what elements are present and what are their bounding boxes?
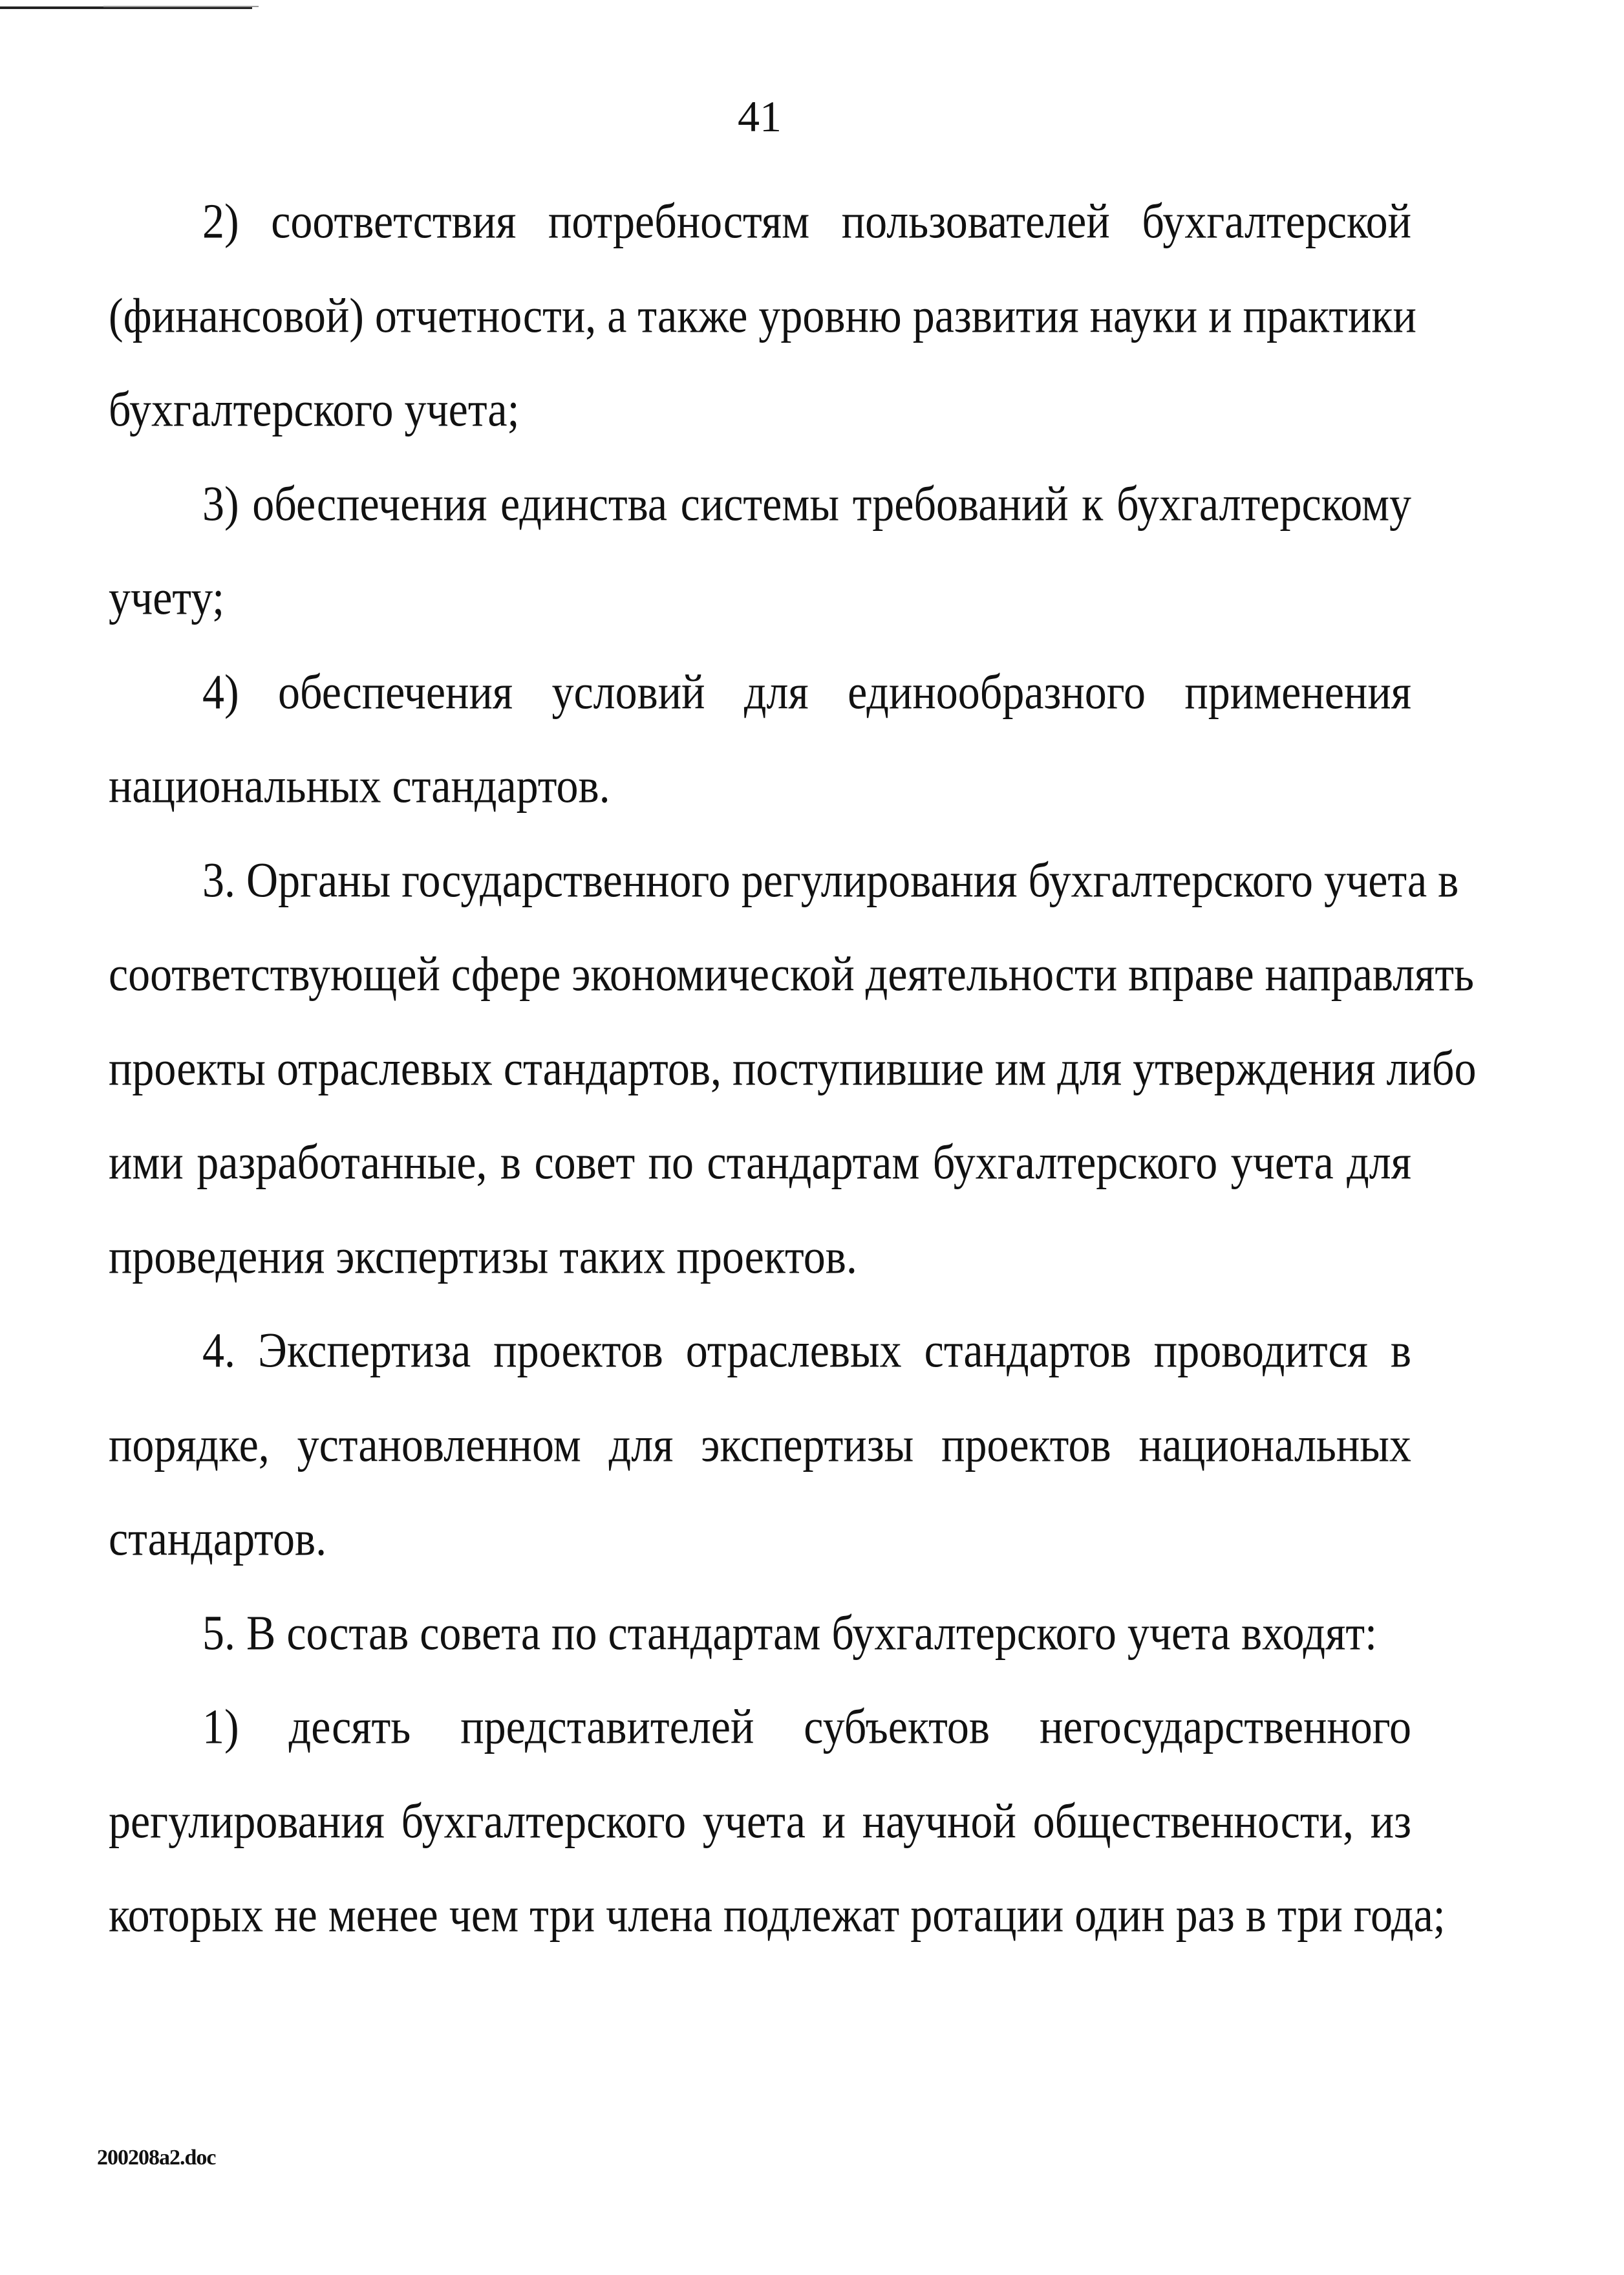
text-line: стандартов. xyxy=(109,1511,327,1566)
text-line: проекты отраслевых стандартов, поступившие им для утверждения либо xyxy=(109,1040,1477,1095)
page-number: 41 xyxy=(738,92,782,141)
text-line: которых не менее чем три члена подлежат ротации один раз в три года; xyxy=(109,1887,1446,1943)
document-body xyxy=(109,175,1477,1963)
text-line: 5. В состав совета по стандартам бухгалтерского учета входят: xyxy=(202,1604,1378,1660)
text-line: 4) обеспечения условий для единообразного применения xyxy=(202,663,1411,719)
text-line: ими разработанные, в совет по стандартам бухгалтерского учета для xyxy=(109,1134,1411,1190)
paragraph xyxy=(109,1304,1411,1586)
scan-edge-line xyxy=(103,6,259,7)
text-line: 2) соответствия потребностям пользователей бухгалтерской xyxy=(202,193,1411,249)
text-line: (финансовой) отчетности, а также уровню развития науки и практики xyxy=(109,287,1416,343)
text-line: бухгалтерского учета; xyxy=(109,382,520,437)
text-line: 4. Экспертиза проектов отраслевых стандартов проводится в xyxy=(202,1322,1411,1378)
paragraph xyxy=(109,834,1477,1304)
paragraph xyxy=(109,457,1411,645)
file-name-footer: 200208a2.doc xyxy=(97,2146,216,2170)
paragraph xyxy=(109,645,1411,834)
text-line: учету; xyxy=(109,570,225,625)
text-line: порядке, установленном для экспертизы проектов национальных xyxy=(109,1416,1411,1472)
text-line: 3. Органы государственного регулирования бухгалтерского учета в xyxy=(202,852,1459,907)
text-line: национальных стандартов. xyxy=(109,758,610,814)
paragraph xyxy=(109,1586,1411,1681)
text-line: 3) обеспечения единства системы требований к бухгалтерскому xyxy=(202,475,1411,531)
text-line: регулирования бухгалтерского учета и научной общественности, из xyxy=(109,1793,1411,1848)
text-line: проведения экспертизы таких проектов. xyxy=(109,1228,857,1284)
paragraph xyxy=(109,1680,1446,1963)
paragraph xyxy=(109,175,1416,457)
text-line: соответствующей сфере экономической деятельности вправе направлять xyxy=(109,946,1475,1002)
text-line: 1) десять представителей субъектов негосударственного xyxy=(202,1699,1411,1754)
